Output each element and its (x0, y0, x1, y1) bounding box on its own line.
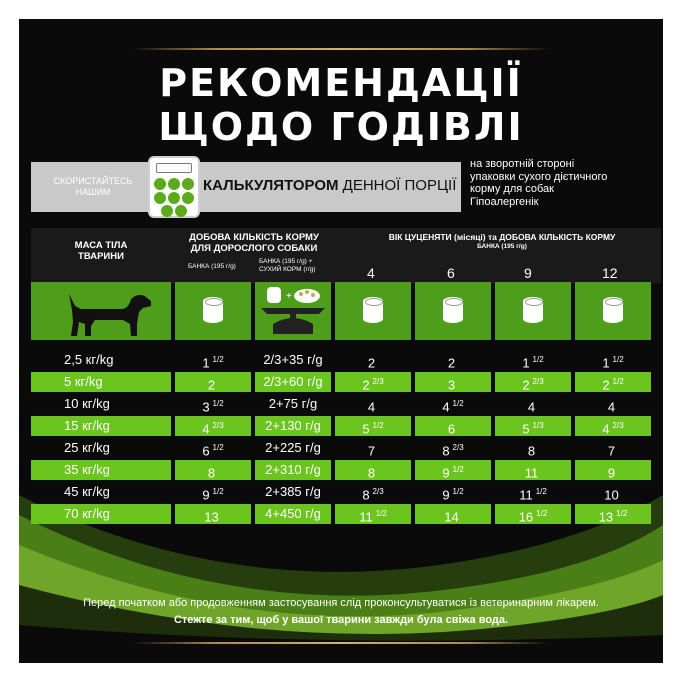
banner-right-line-4: Гіпоалергенік (470, 195, 539, 208)
cell-fraction: 1/2 (452, 399, 464, 408)
cell-value: 11 (359, 509, 373, 525)
cell-can (175, 350, 251, 370)
cell-fraction: 1/2 (612, 355, 624, 364)
cell-value: 2 (447, 355, 456, 371)
header-daily-line-2: ДЛЯ ДОРОСЛОГО СОБАКИ (190, 243, 318, 254)
cell-value: 4 (527, 399, 536, 415)
calculator-icon (148, 156, 200, 218)
title-line-2: ЩОДО ГОДІВЛІ (158, 105, 524, 149)
cell-fraction: 2/3 (452, 443, 464, 452)
cell-mass (31, 504, 171, 524)
header-puppy-line-1: ВІК ЦУЦЕНЯТИ (місяці) та ДОБОВА КІЛЬКІСТЬ КОРМУ (388, 232, 616, 242)
cell-value: 9 (202, 487, 210, 503)
header-daily-line-1: ДОБОВА КІЛЬКІСТЬ КОРМУ (189, 232, 319, 243)
cell-value: 2,5 кг/kg (64, 352, 114, 367)
cell-value: 2 (367, 355, 376, 371)
cell-value: 4 (367, 399, 376, 415)
scale-icon (255, 282, 331, 340)
cell-p12 (575, 438, 651, 458)
cell-value: 2+225 г/g (265, 440, 321, 455)
cell-p6 (415, 504, 491, 524)
cell-value: 2 (602, 377, 610, 393)
header-puppy-line-2: БАНКА (195 г/g) (477, 243, 527, 250)
cell-fraction: 2/3 (612, 421, 624, 430)
cell-value: 11 (524, 465, 539, 481)
cell-mix (255, 350, 331, 370)
puppy-6-can-cell (415, 282, 491, 340)
cell-p12 (575, 460, 651, 480)
feeding-panel (19, 19, 663, 663)
cell-p9 (495, 416, 571, 436)
cell-mix (255, 504, 331, 524)
cell-value: 4 (607, 399, 616, 415)
banner-right-line-1: на зворотній стороні (470, 158, 575, 170)
cell-p4 (335, 416, 411, 436)
cell-value: 4 (202, 421, 210, 437)
calculator-banner (31, 162, 461, 212)
cell-mass (31, 350, 171, 370)
cell-value: 2 (522, 377, 530, 393)
cell-value: 4 (602, 421, 610, 437)
cell-can (175, 460, 251, 480)
header-mass-line-1: МАСА ТІЛА (74, 240, 128, 251)
cell-value: 9 (607, 465, 616, 481)
cell-p6 (415, 460, 491, 480)
cell-p4 (335, 482, 411, 502)
cell-fraction: 1/2 (372, 421, 384, 430)
cell-mass (31, 372, 171, 392)
banner-headline (203, 176, 456, 196)
cell-value: 15 кг/kg (64, 418, 110, 433)
cell-mass (31, 460, 171, 480)
cell-value: 11 (519, 487, 533, 503)
cell-value: 10 (604, 487, 619, 503)
table-row (19, 416, 663, 438)
dog-cell (31, 282, 171, 340)
cell-p4 (335, 438, 411, 458)
cell-fraction: 1/2 (536, 509, 548, 518)
cell-can (175, 394, 251, 414)
header-can: БАНКА (195 г/g) (188, 263, 236, 270)
cell-mass (31, 438, 171, 458)
age-4: 4 (367, 265, 375, 281)
cell-p6 (415, 438, 491, 458)
age-12: 12 (602, 265, 618, 281)
banner-light-text: ДЕННОЇ ПОРЦІЇ (338, 177, 457, 194)
top-gold-line (132, 48, 550, 50)
cell-value: 70 кг/kg (64, 506, 110, 521)
cell-can (175, 482, 251, 502)
cell-p12 (575, 504, 651, 524)
cell-value: 2 (207, 377, 216, 393)
cell-fraction: 1/2 (452, 487, 464, 496)
cell-p9 (495, 394, 571, 414)
cell-fraction: 1/3 (532, 421, 544, 430)
cell-value: 16 (518, 509, 534, 525)
cell-p4 (335, 504, 411, 524)
banner-bold-text: КАЛЬКУЛЯТОРОМ (203, 177, 339, 194)
cell-can (175, 504, 251, 524)
cell-mix (255, 438, 331, 458)
cell-can (175, 372, 251, 392)
cell-p4 (335, 350, 411, 370)
cell-mix (255, 372, 331, 392)
mix-cell (255, 282, 331, 340)
cell-fraction: 1/2 (616, 509, 628, 518)
cell-value: 2/3+60 г/g (263, 374, 323, 389)
cell-value: 2+130 г/g (265, 418, 321, 433)
table-row (19, 482, 663, 504)
cell-value: 4 (442, 399, 450, 415)
header-mass-line-2: ТВАРИНИ (78, 251, 124, 262)
cell-value: 10 кг/kg (64, 396, 110, 411)
table-row (19, 504, 663, 526)
cell-value: 8 (207, 465, 216, 481)
cell-value: 7 (367, 443, 376, 459)
cell-value: 5 кг/kg (64, 374, 103, 389)
cell-fraction: 1/2 (452, 465, 464, 474)
cell-value: 8 (442, 443, 450, 459)
cell-fraction: 2/3 (372, 377, 384, 386)
can-icon (203, 297, 223, 323)
cell-value: 6 (447, 421, 456, 437)
cell-mass (31, 482, 171, 502)
cell-p12 (575, 416, 651, 436)
header-mix-line-2: СУХИЙ КОРМ (г/g) (259, 266, 316, 273)
table-row (19, 394, 663, 416)
cell-p6 (415, 372, 491, 392)
cell-p4 (335, 394, 411, 414)
title-line-1: РЕКОМЕНДАЦІЇ (159, 61, 523, 105)
cell-value: 1 (602, 355, 610, 371)
age-9: 9 (524, 265, 532, 281)
cell-value: 8 (362, 487, 370, 503)
cell-value: 2/3+35 г/g (263, 352, 323, 367)
cell-value: 8 (367, 465, 376, 481)
cell-p4 (335, 460, 411, 480)
cell-fraction: 1/2 (212, 355, 224, 364)
banner-left-text (39, 176, 147, 198)
cell-can (175, 438, 251, 458)
banner-right-text (470, 158, 660, 208)
cell-fraction: 2/3 (212, 421, 224, 430)
cell-p9 (495, 372, 571, 392)
cell-p6 (415, 350, 491, 370)
cell-value: 2+75 г/g (268, 396, 318, 411)
table-row (19, 372, 663, 394)
cell-value: 35 кг/kg (64, 462, 110, 477)
banner-right-line-3: корму для собак (470, 183, 554, 195)
svg-text:+: + (286, 291, 292, 302)
cell-value: 5 (522, 421, 530, 437)
cell-value: 25 кг/kg (64, 440, 110, 455)
header-mix-line-1: БАНКА (195 г/g) + (259, 258, 313, 265)
cell-p12 (575, 394, 651, 414)
cell-p12 (575, 372, 651, 392)
puppy-9-can-cell (495, 282, 571, 340)
cell-mix (255, 394, 331, 414)
cell-mass (31, 394, 171, 414)
cell-p9 (495, 350, 571, 370)
cell-value: 45 кг/kg (64, 484, 110, 499)
cell-value: 2+310 г/g (265, 462, 321, 477)
cell-fraction: 2/3 (372, 487, 384, 496)
cell-p6 (415, 416, 491, 436)
cell-fraction: 1/2 (532, 355, 544, 364)
cell-fraction: 1/2 (212, 399, 224, 408)
cell-fraction: 1/2 (212, 487, 224, 496)
cell-fraction: 1/2 (612, 377, 624, 386)
cell-mix (255, 416, 331, 436)
cell-value: 13 (598, 509, 614, 525)
cell-value: 3 (202, 399, 210, 415)
cell-p9 (495, 482, 571, 502)
cell-p9 (495, 438, 571, 458)
cell-p6 (415, 482, 491, 502)
cell-value: 7 (607, 443, 616, 459)
cell-p9 (495, 504, 571, 524)
cell-value: 4+450 г/g (265, 506, 321, 521)
age-6: 6 (447, 265, 455, 281)
cell-value: 1 (522, 355, 530, 371)
banner-right-line-2: упаковки сухого дієтичного (470, 170, 608, 183)
cell-p12 (575, 482, 651, 502)
fresh-water-note: Стежте за тим, щоб у вашої тварини завжди була свіжа вода. (173, 614, 509, 626)
table-row (19, 460, 663, 482)
cell-value: 6 (202, 443, 210, 459)
cell-fraction: 1/2 (375, 509, 387, 518)
puppy-12-can-cell (575, 282, 651, 340)
cell-value: 9 (442, 465, 450, 481)
cell-p12 (575, 350, 651, 370)
table-row (19, 438, 663, 460)
bottom-gold-line (132, 642, 550, 644)
cell-value: 13 (204, 509, 219, 525)
cell-value: 2+385 г/g (265, 484, 321, 499)
table-row (19, 350, 663, 372)
cell-value: 5 (362, 421, 370, 437)
cell-value: 9 (442, 487, 450, 503)
page-title (19, 61, 663, 149)
cell-fraction: 1/2 (212, 443, 224, 452)
dog-icon (31, 282, 171, 340)
vet-consult-note: Перед початком або продовженням застосування слід проконсультуватися із ветеринарним лікарем. (83, 597, 599, 609)
cell-mix (255, 460, 331, 480)
cell-p4 (335, 372, 411, 392)
cell-mass (31, 416, 171, 436)
cell-value: 2 (362, 377, 370, 393)
cell-can (175, 416, 251, 436)
cell-fraction: 2/3 (532, 377, 544, 386)
cell-mix (255, 482, 331, 502)
can-cell (175, 282, 251, 340)
cell-value: 1 (202, 355, 210, 371)
cell-p6 (415, 394, 491, 414)
banner-left-line-2: НАШИМ (75, 187, 111, 197)
banner-left-line-1: СКОРИСТАЙТЕСЬ (53, 176, 133, 186)
cell-value: 3 (447, 377, 456, 393)
puppy-4-can-cell (335, 282, 411, 340)
cell-p9 (495, 460, 571, 480)
cell-fraction: 1/2 (535, 487, 547, 496)
cell-value: 14 (444, 509, 459, 525)
cell-value: 8 (527, 443, 536, 459)
